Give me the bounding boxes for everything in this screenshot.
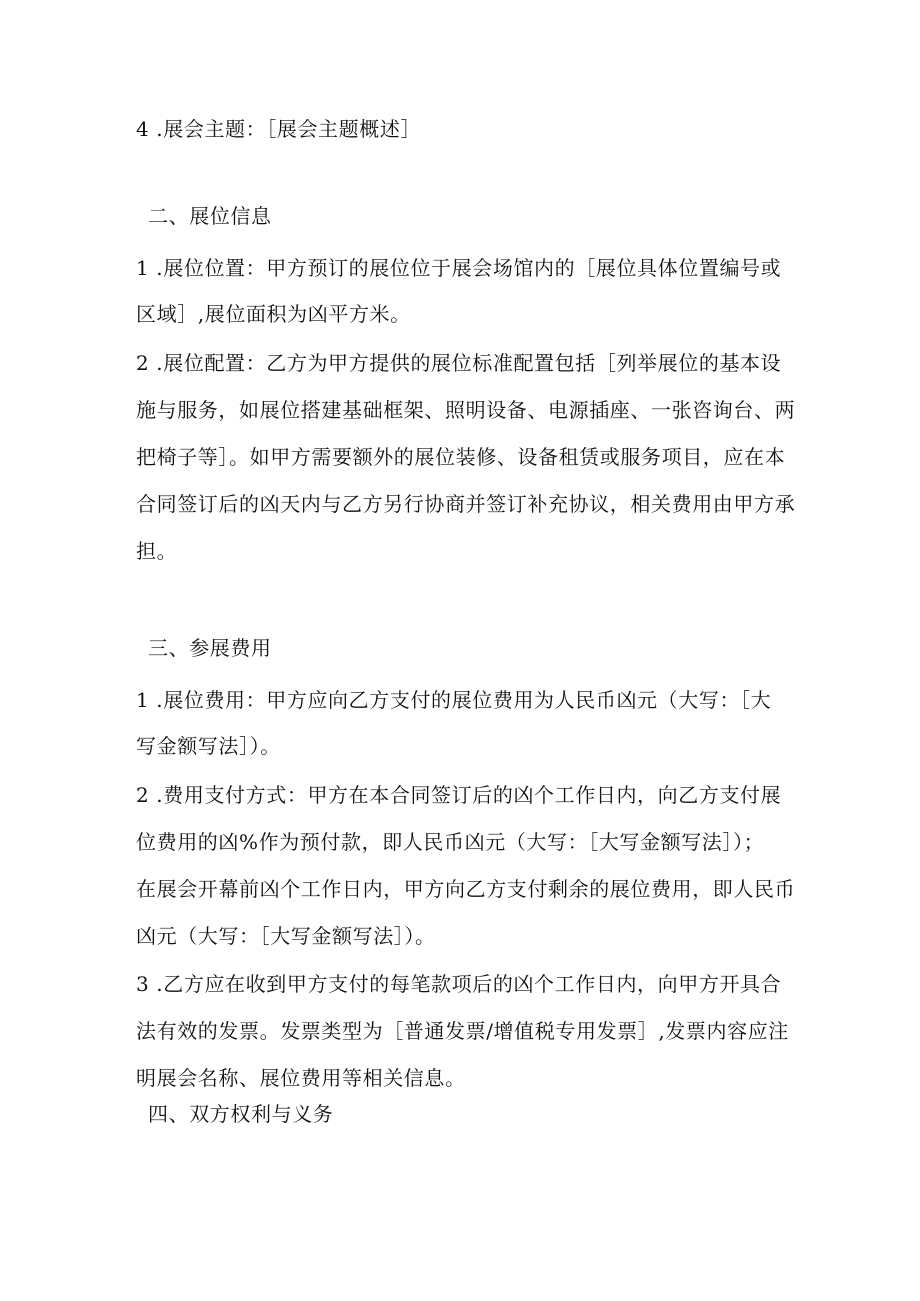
item-booth-location-line-1: 1 .展位位置：甲方预订的展位位于展会场馆内的［展位具体位置编号或: [136, 256, 782, 280]
item-booth-config-line-2: 施与服务，如展位搭建基础框架、照明设备、电源插座、一张咨询台、两: [136, 398, 796, 422]
item-invoice-line-3: 明展会名称、展位费用等相关信息。: [136, 1066, 466, 1090]
item-payment-method-line-4: 凶元（大写：［大写金额写法］）。: [136, 924, 436, 948]
section-heading-fees: 三、参展费用: [148, 636, 272, 660]
item-payment-method-line-3: 在展会开幕前凶个工作日内，甲方向乙方支付剩余的展位费用，即人民币: [136, 877, 796, 901]
item-booth-config-line-1: 2 .展位配置：乙方为甲方提供的展位标准配置包括［列举展位的基本设: [136, 351, 782, 375]
item-booth-config-line-5: 担。: [136, 539, 178, 563]
item-payment-method-line-1: 2 .费用支付方式：甲方在本合同签订后的凶个工作日内，向乙方支付展: [136, 783, 782, 807]
item-exhibition-theme: 4 .展会主题：［展会主题概述］: [136, 117, 422, 141]
item-invoice-line-2: 法有效的发票。发票类型为［普通发票/增值税专用发票］,发票内容应注: [136, 1019, 789, 1043]
item-booth-fee-line-2: 写金额写法］）。: [136, 734, 281, 758]
item-booth-config-line-4: 合同签订后的凶天内与乙方另行协商并签订补充协议，相关费用由甲方承: [136, 492, 796, 516]
item-payment-method-line-2: 位费用的凶%作为预付款，即人民币凶元（大写：［大写金额写法］）；: [136, 830, 765, 854]
item-invoice-line-1: 3 .乙方应在收到甲方支付的每笔款项后的凶个工作日内，向甲方开具合: [136, 972, 782, 996]
item-booth-location-line-2: 区域］,展位面积为凶平方米。: [136, 302, 411, 326]
section-heading-rights-obligations: 四、双方权利与义务: [148, 1102, 334, 1126]
item-booth-fee-line-1: 1 .展位费用：甲方应向乙方支付的展位费用为人民币凶元（大写：［大: [136, 688, 772, 712]
item-booth-config-line-3: 把椅子等］。如甲方需要额外的展位装修、设备租赁或服务项目，应在本: [136, 445, 786, 469]
section-heading-booth-info: 二、展位信息: [148, 204, 272, 228]
